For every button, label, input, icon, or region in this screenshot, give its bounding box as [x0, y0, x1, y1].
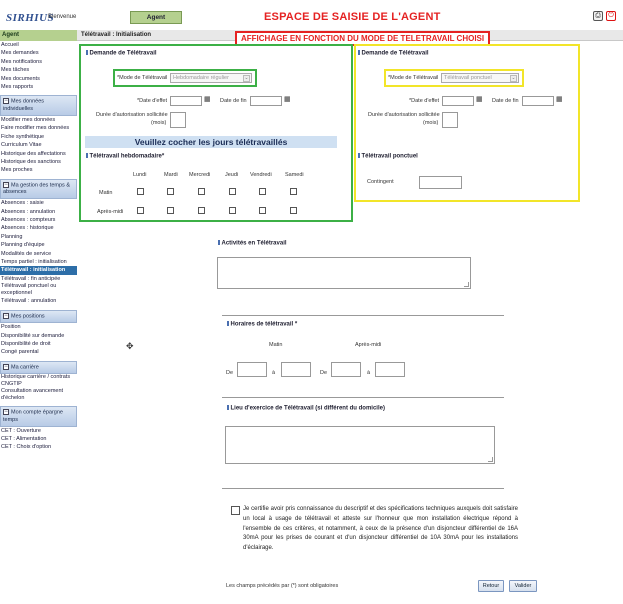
section-title-horaires	[227, 321, 297, 328]
sidebar-section-temps[interactable]	[0, 179, 77, 199]
sidebar-item[interactable]: Mes tâches	[1, 67, 30, 74]
row-label-apresmidi: Après-midi	[97, 209, 124, 215]
sidebar-item[interactable]: CET : Choix d'option	[1, 444, 52, 451]
checkbox-jeudi-apresmidi[interactable]	[229, 207, 236, 214]
checkbox-lundi-apresmidi[interactable]	[137, 207, 144, 214]
section-title-demande-right: Demande de Télétravail	[358, 50, 429, 57]
section-title-activites: Activités en Télétravail	[218, 240, 287, 247]
label-a: à	[367, 370, 371, 376]
checkbox-samedi-matin[interactable]	[290, 188, 297, 195]
checkbox-lundi-matin[interactable]	[137, 188, 144, 195]
sidebar-item[interactable]: CET : Alimentation	[1, 436, 47, 443]
sidebar-section-label: Ma carrière	[11, 364, 39, 371]
sidebar-item[interactable]: Modalités de service	[1, 250, 52, 257]
checkbox-mercredi-matin[interactable]	[198, 188, 205, 195]
date-effet-label-right: *Date d'effet	[409, 98, 439, 104]
sidebar-section-donnees[interactable]	[0, 95, 77, 115]
day-header: Mercredi	[189, 172, 211, 178]
mode-select-left[interactable]	[170, 73, 252, 83]
sidebar-group-positions	[0, 323, 77, 357]
sidebar-item[interactable]: Absences : saisie	[1, 200, 44, 207]
sidebar-group-epargne	[0, 427, 77, 452]
sidebar-item[interactable]: Mes notifications	[1, 58, 42, 65]
sidebar-item[interactable]: Historique carrière / contrats CNGTIP	[1, 374, 71, 388]
date-fin-label-left: Date de fin	[220, 98, 247, 104]
sidebar-group-carriere	[0, 374, 77, 402]
annotation-affichage: AFFICHAGE EN FONCTION DU MODE DE TELETRAVAIL CHOISI	[235, 31, 490, 46]
required-note: Les champs précédés par (*) sont obligatoires	[226, 583, 339, 589]
annotation-espace-agent: ESPACE DE SAISIE DE L'AGENT	[264, 11, 441, 23]
duree-label-left: Durée d'autorisation sollicitée	[96, 112, 168, 118]
checkbox-samedi-apresmidi[interactable]	[290, 207, 297, 214]
sidebar-item[interactable]: Mes demandes	[1, 50, 39, 57]
sidebar-section-label: Ma gestion des temps & absences	[3, 182, 71, 196]
sidebar-item[interactable]: Planning d'équipe	[1, 242, 45, 249]
row-label-matin: Matin	[99, 190, 113, 196]
collapse-icon[interactable]: −	[4, 98, 8, 105]
certify-text: Je certifie avoir pris connaissance du descriptif et des spécifications techniques auxquels doit satisfaire un local à usage de télétravail et atteste sur l'honneur que mon installation électrique répond à l'ensemble de ces critères, et notamment, à ceux de la présence d'un disjoncteur différentiel de 16A 30mA pour les prises de courant et d'un disjoncteur différentiel de 10A 30mA pour les installations d'éclairage.	[243, 506, 518, 552]
horaires-matin-label: Matin	[269, 342, 283, 348]
sidebar-item[interactable]: Absences : historique	[1, 225, 54, 232]
chevron-down-icon: ⌄	[244, 75, 249, 81]
sidebar-item[interactable]: Télétravail : annulation	[1, 298, 57, 305]
sidebar	[0, 30, 77, 604]
calendar-icon[interactable]: ▦	[284, 96, 291, 103]
calendar-icon[interactable]: ▦	[556, 96, 563, 103]
horaires-apresmidi-label: Après-midi	[355, 342, 382, 348]
section-title-lieu: Lieu d'exercice de Télétravail (si différent du domicile)	[227, 405, 385, 412]
sidebar-item[interactable]: Position	[1, 324, 21, 331]
instruction-banner: Veuillez cocher les jours télétravaillés	[85, 136, 337, 148]
contingent-input[interactable]	[419, 176, 462, 189]
sidebar-item[interactable]: Curriculum Vitae	[1, 142, 42, 149]
sidebar-item[interactable]: Disponibilité de droit	[1, 340, 51, 347]
sidebar-item[interactable]: Absences : compteurs	[1, 217, 56, 223]
sidebar-section-label: Mes positions	[11, 313, 45, 320]
sidebar-section-epargne[interactable]	[0, 406, 77, 426]
chevron-down-icon: ⌄	[511, 75, 516, 81]
date-effet-label-left: *Date d'effet	[137, 98, 167, 104]
mouse-cursor-icon: ✥	[126, 341, 134, 351]
sidebar-item[interactable]: Mes proches	[1, 167, 33, 174]
duree-unit-left: (mois)	[151, 120, 167, 126]
sidebar-item[interactable]: Historique des affectations	[1, 150, 66, 157]
date-fin-input-right[interactable]	[522, 96, 554, 106]
duree-input-left[interactable]	[170, 112, 186, 128]
date-effet-input-right[interactable]	[442, 96, 474, 106]
valider-button[interactable]: Valider	[509, 580, 537, 592]
checkbox-mardi-matin[interactable]	[167, 188, 174, 195]
sidebar-head: Agent	[0, 30, 77, 41]
collapse-icon[interactable]: −	[4, 312, 8, 319]
certify-checkbox[interactable]	[231, 506, 240, 515]
collapse-icon[interactable]: −	[4, 181, 8, 188]
sidebar-item[interactable]: Mes documents	[1, 75, 40, 82]
mode-select-right[interactable]	[441, 73, 519, 83]
sidebar-item[interactable]: Télétravail : fin anticipée	[1, 275, 61, 282]
horaire-apresmidi-fin[interactable]	[375, 362, 405, 377]
checkbox-jeudi-matin[interactable]	[229, 188, 236, 195]
sidebar-item[interactable]: CET : Ouverture	[1, 427, 41, 434]
sidebar-item[interactable]: Temps partiel : initialisation	[1, 259, 67, 266]
sidebar-item[interactable]: Disponibilité sur demande	[1, 332, 65, 339]
sidebar-item[interactable]: Absences : annulation	[1, 208, 56, 215]
collapse-icon[interactable]: −	[4, 409, 8, 416]
sidebar-item[interactable]: Modifier mes données	[1, 116, 56, 123]
sidebar-section-label: Mon compte épargne temps	[3, 409, 63, 423]
mode-label-left: *Mode de Télétravail	[117, 75, 168, 81]
sidebar-item[interactable]: Télétravail ponctuel ou exceptionnel	[1, 283, 57, 297]
sidebar-item[interactable]: Accueil	[1, 42, 19, 48]
label-a: à	[272, 370, 276, 376]
section-title-hebdomadaire	[86, 153, 164, 160]
power-icon[interactable]: ⏻	[606, 11, 616, 21]
horaires-title-text: Horaires de télétravail	[230, 321, 294, 328]
duree-input-right[interactable]	[442, 112, 458, 128]
label-de: De	[226, 370, 234, 376]
sidebar-item-teletravail-init[interactable]: Télétravail : initialisation	[0, 266, 77, 274]
sidebar-item[interactable]: Fiche synthétique	[1, 133, 45, 140]
day-header: Jeudi	[225, 172, 239, 178]
calendar-icon[interactable]: ▦	[204, 96, 211, 103]
sidebar-group-general	[0, 41, 77, 91]
date-fin-label-right: Date de fin	[492, 98, 519, 104]
section-title-demande-left: Demande de Télétravail	[86, 50, 157, 57]
sidebar-item[interactable]: Faire modifier mes données	[1, 125, 70, 132]
horaire-matin-fin[interactable]	[281, 362, 311, 377]
checkbox-vendredi-apresmidi[interactable]	[259, 207, 266, 214]
sidebar-group-donnees	[0, 116, 77, 175]
sidebar-section-label: Mes données individuelles	[3, 98, 45, 112]
sidebar-section-positions[interactable]	[0, 310, 77, 323]
mode-select-value: Hebdomadaire régulier	[173, 75, 229, 81]
sidebar-group-temps	[0, 199, 77, 305]
date-effet-input-left[interactable]	[170, 96, 202, 106]
section-title-ponctuel: Télétravail ponctuel	[358, 153, 418, 160]
print-icon[interactable]: ⎙	[593, 11, 603, 21]
checkbox-mercredi-apresmidi[interactable]	[198, 207, 205, 214]
retour-button[interactable]: Retour	[478, 580, 504, 592]
collapse-icon[interactable]: −	[4, 363, 8, 370]
activites-textarea[interactable]	[217, 257, 471, 289]
contingent-label: Contingent	[367, 179, 394, 185]
required-marker: *	[294, 321, 298, 328]
required-marker: *	[161, 153, 165, 160]
divider	[222, 488, 504, 489]
day-header: Lundi	[133, 172, 147, 178]
day-header: Vendredi	[250, 172, 272, 178]
sidebar-section-carriere[interactable]	[0, 361, 77, 374]
mode-select-value: Télétravail ponctuel	[444, 75, 492, 81]
checkbox-mardi-apresmidi[interactable]	[167, 207, 174, 214]
weekly-title-text: Télétravail hebdomadaire	[89, 153, 162, 160]
sidebar-item[interactable]: Mes rapports	[1, 84, 34, 91]
horaire-matin-debut[interactable]	[237, 362, 267, 377]
welcome-text: Bienvenue	[48, 14, 77, 20]
sidebar-item[interactable]: Planning	[1, 233, 23, 240]
day-header: Mardi	[164, 172, 178, 178]
horaire-apresmidi-debut[interactable]	[331, 362, 361, 377]
app-logo: SIRHIUS	[6, 12, 55, 24]
duree-unit-right: (mois)	[423, 120, 439, 126]
page-title: Télétravail : Initialisation	[77, 30, 623, 41]
date-fin-input-left[interactable]	[250, 96, 282, 106]
label-de: De	[320, 370, 328, 376]
sidebar-item[interactable]: Historique des sanctions	[1, 158, 61, 165]
sidebar-item[interactable]: Consultation avancement d'échelon	[1, 388, 64, 402]
lieu-textarea[interactable]	[225, 426, 495, 464]
day-header: Samedi	[285, 172, 304, 178]
checkbox-vendredi-matin[interactable]	[259, 188, 266, 195]
calendar-icon[interactable]: ▦	[476, 96, 483, 103]
mode-label-right: *Mode de Télétravail	[388, 75, 439, 81]
divider	[222, 397, 504, 398]
divider	[222, 315, 504, 316]
tab-agent[interactable]: Agent	[130, 11, 182, 24]
duree-label-right: Durée d'autorisation sollicitée	[368, 112, 440, 118]
sidebar-item[interactable]: Congé parental	[1, 349, 39, 356]
